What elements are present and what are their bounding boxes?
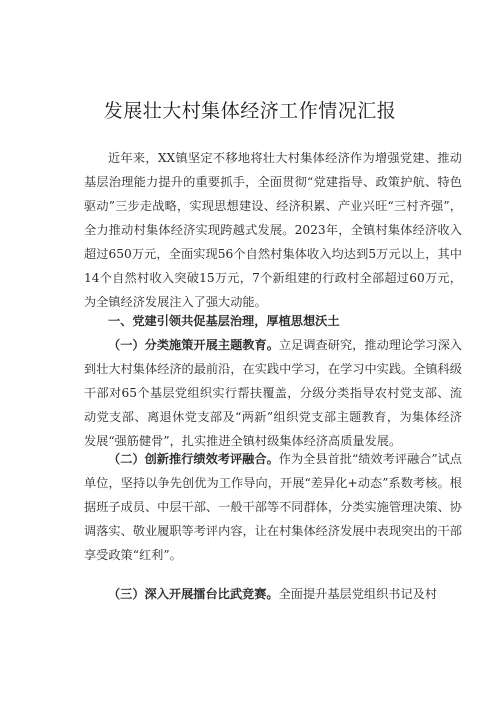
subsection-paragraph-2	[84, 447, 462, 567]
subsection-paragraph-3	[84, 582, 462, 606]
intro-paragraph: 近年来，XX镇坚定不移地将壮大村集体经济作为增强党建、推动基层治理能力提升的重要抓手，全面贯彻“党建指导、政策护航、特色驱动”三步走战略，实现思想建设、经济积累、产业兴旺“三村齐强”，全力推动村集体经济实现跨越式发展。2023年，全镇村集体经济收入超过650万元，全面实现56个自然村集体收入均达到5万元以上，其中14个自然村收入突破15万元，7个新组建的行政村全部超过60万元，为全镇经济发展注入了强大动能。	[84, 151, 462, 309]
subsection-text-1: 立足调查研究，推动理论学习深入到壮大村集体经济的最前沿，在实践中学习，在学习中实践。全镇科级干部对65个基层党组织实行帮扶覆盖，分级分类指导农村党支部、流动党支部、离退休党支部及“两新”组织党支部主题教育，为集体经济发展“强筋健骨”，扎实推进全镇村级集体经济高质量发展。	[84, 338, 462, 448]
subsection-text-3: 全面提升基层党组织书记及村	[278, 587, 438, 601]
subsection-heading-1: （一）分类施策开展主题教育。	[108, 338, 279, 352]
page-title: 发展壮大村集体经济工作情况汇报	[103, 100, 397, 122]
section-heading: 一、党建引领共促基层治理，厚植思想沃土	[108, 314, 340, 328]
subsection-paragraph-1	[84, 333, 462, 453]
subsection-heading-3: （三）深入开展擂台比武竞赛。	[108, 587, 279, 601]
subsection-heading-2: （二）创新推行绩效考评融合。	[108, 452, 279, 466]
subsection-text-2: 作为全县首批“绩效考评融合”试点单位，坚持以争先创优为工作导向，开展“差异化+动态”系数考核。根据班子成员、中层干部、一般干部等不同群体，分类实施管理决策、协调落实、敬业履职等考评内容，让在村集体经济发展中表现突出的干部享受政策“红利”。	[84, 452, 462, 562]
